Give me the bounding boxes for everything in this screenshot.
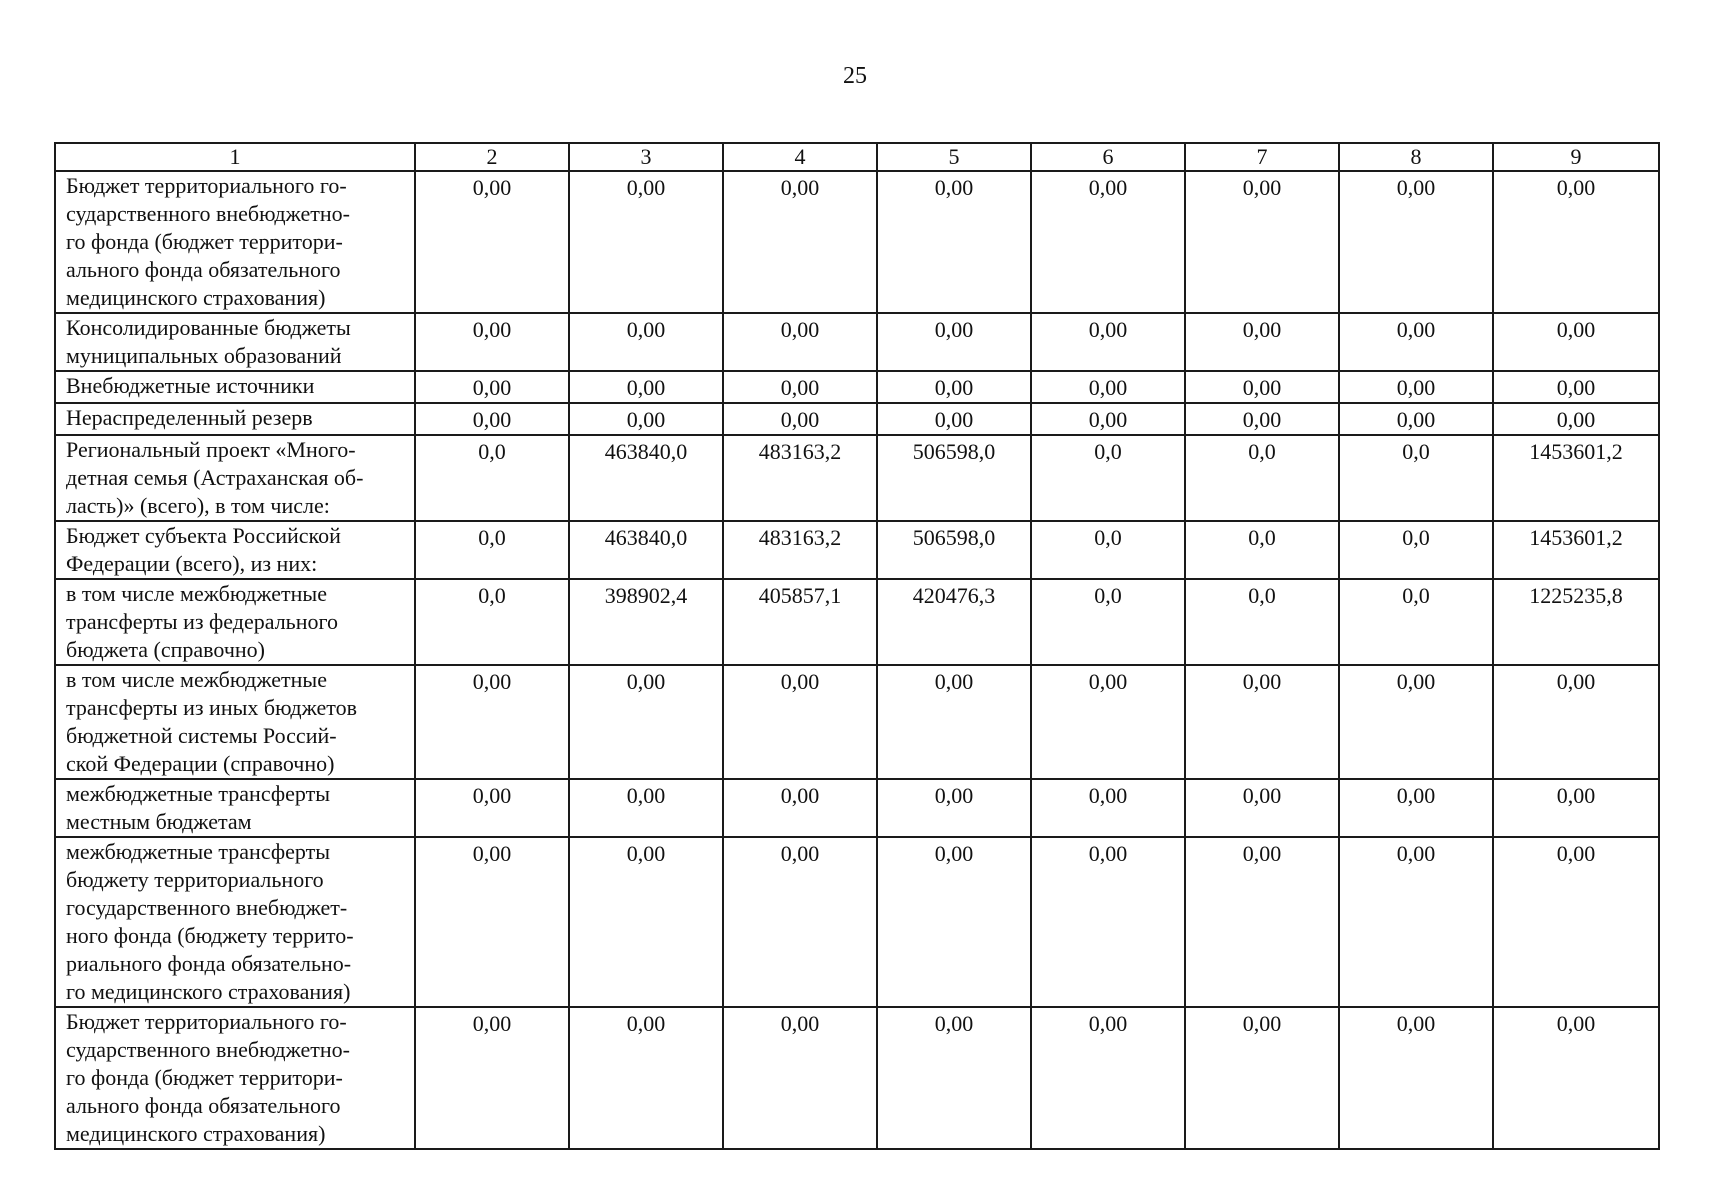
table-row	[55, 665, 1659, 779]
row-label: Бюджет территориального го- сударственного внебюджетно- го фонда (бюджет территори- ального фонда обязательного медицинского страхования)	[55, 1007, 415, 1149]
table-cell: 506598,0	[877, 435, 1031, 521]
table-cell: 1225235,8	[1493, 579, 1659, 665]
table-cell: 0,00	[415, 837, 569, 1007]
row-label: Региональный проект «Много- детная семья (Астраханская об- ласть)» (всего), в том числе:	[55, 435, 415, 521]
table-cell: 0,00	[1185, 171, 1339, 313]
table-cell: 1453601,2	[1493, 435, 1659, 521]
column-header: 2	[415, 143, 569, 171]
table-cell: 0,00	[1185, 403, 1339, 435]
table-cell: 0,00	[1185, 779, 1339, 837]
table-cell: 0,0	[415, 435, 569, 521]
table-cell: 0,00	[415, 171, 569, 313]
table-cell: 0,00	[1493, 779, 1659, 837]
row-label: Консолидированные бюджеты муниципальных образований	[55, 313, 415, 371]
table-cell: 0,00	[1185, 665, 1339, 779]
table-cell: 0,00	[877, 779, 1031, 837]
table-cell: 405857,1	[723, 579, 877, 665]
table-body	[55, 171, 1659, 1149]
row-label: межбюджетные трансферты местным бюджетам	[55, 779, 415, 837]
column-header: 3	[569, 143, 723, 171]
table-cell: 0,0	[1339, 579, 1493, 665]
table-cell: 0,00	[723, 313, 877, 371]
table-cell: 0,00	[1339, 171, 1493, 313]
table-cell: 0,00	[1185, 371, 1339, 403]
table-row	[55, 579, 1659, 665]
table-cell: 0,0	[1031, 579, 1185, 665]
table-cell: 0,00	[569, 837, 723, 1007]
table-cell: 0,0	[1031, 435, 1185, 521]
table-cell: 420476,3	[877, 579, 1031, 665]
table-cell: 463840,0	[569, 435, 723, 521]
table-cell: 0,00	[415, 665, 569, 779]
table-cell: 483163,2	[723, 521, 877, 579]
table-row	[55, 837, 1659, 1007]
table-cell: 0,0	[1185, 435, 1339, 521]
table-cell: 0,00	[723, 371, 877, 403]
table-cell: 0,00	[1031, 371, 1185, 403]
table-cell: 0,00	[1031, 665, 1185, 779]
table-cell: 0,00	[569, 371, 723, 403]
table-cell: 0,00	[1185, 313, 1339, 371]
column-header: 9	[1493, 143, 1659, 171]
table-cell: 0,0	[415, 521, 569, 579]
table-cell: 0,00	[1493, 313, 1659, 371]
table-cell: 0,00	[569, 171, 723, 313]
row-label: межбюджетные трансферты бюджету территориального государственного внебюджет- ного фонда (бюджету террито- риального фонда обязательно- го медицинского страхования)	[55, 837, 415, 1007]
table-row	[55, 371, 1659, 403]
table-cell: 0,00	[1493, 665, 1659, 779]
table-cell: 0,00	[877, 371, 1031, 403]
table-cell: 0,00	[569, 665, 723, 779]
table-cell: 0,0	[415, 579, 569, 665]
column-header: 4	[723, 143, 877, 171]
table-cell: 0,00	[415, 313, 569, 371]
table-cell: 0,00	[1031, 779, 1185, 837]
table-cell: 0,00	[1493, 1007, 1659, 1149]
table-cell: 0,00	[415, 371, 569, 403]
table-row	[55, 1007, 1659, 1149]
table-row	[55, 403, 1659, 435]
table-cell: 483163,2	[723, 435, 877, 521]
column-header: 8	[1339, 143, 1493, 171]
table-cell: 506598,0	[877, 521, 1031, 579]
table-cell: 0,00	[1031, 1007, 1185, 1149]
column-header: 7	[1185, 143, 1339, 171]
table-cell: 0,00	[723, 665, 877, 779]
table-cell: 0,0	[1185, 579, 1339, 665]
table-cell: 0,00	[1339, 779, 1493, 837]
row-label: Бюджет субъекта Российской Федерации (всего), из них:	[55, 521, 415, 579]
table-cell: 0,00	[723, 779, 877, 837]
table-cell: 0,00	[723, 171, 877, 313]
table-cell: 463840,0	[569, 521, 723, 579]
table-cell: 0,00	[1031, 171, 1185, 313]
table-cell: 0,00	[1339, 371, 1493, 403]
table-cell: 0,00	[1339, 1007, 1493, 1149]
table-cell: 1453601,2	[1493, 521, 1659, 579]
table-cell: 0,00	[1493, 837, 1659, 1007]
table-header-row	[55, 143, 1659, 171]
page-number: 25	[843, 63, 867, 89]
table-cell: 0,00	[1339, 665, 1493, 779]
row-label: в том числе межбюджетные трансферты из иных бюджетов бюджетной системы Россий- ской Федерации (справочно)	[55, 665, 415, 779]
table-cell: 0,0	[1339, 435, 1493, 521]
table-cell: 0,00	[723, 1007, 877, 1149]
table-cell: 0,00	[415, 1007, 569, 1149]
table-cell: 0,00	[1493, 371, 1659, 403]
table-cell: 0,00	[1185, 1007, 1339, 1149]
table-cell: 0,0	[1185, 521, 1339, 579]
table-cell: 0,00	[877, 313, 1031, 371]
table-cell: 0,00	[569, 403, 723, 435]
table-cell: 0,00	[1031, 313, 1185, 371]
table-cell: 0,00	[1493, 403, 1659, 435]
table-cell: 0,00	[877, 665, 1031, 779]
column-header: 1	[55, 143, 415, 171]
column-header: 5	[877, 143, 1031, 171]
table-cell: 0,0	[1031, 521, 1185, 579]
table-row	[55, 779, 1659, 837]
table-row	[55, 435, 1659, 521]
table-cell: 0,00	[877, 171, 1031, 313]
table-cell: 0,00	[1493, 171, 1659, 313]
table-cell: 0,00	[723, 403, 877, 435]
row-label: в том числе межбюджетные трансферты из федерального бюджета (справочно)	[55, 579, 415, 665]
table-cell: 0,00	[1185, 837, 1339, 1007]
table-row	[55, 313, 1659, 371]
table-cell: 0,00	[723, 837, 877, 1007]
table-row	[55, 171, 1659, 313]
budget-table	[54, 142, 1660, 1150]
row-label: Нераспределенный резерв	[55, 403, 415, 435]
table-cell: 0,00	[415, 403, 569, 435]
table-cell: 0,00	[569, 1007, 723, 1149]
table-cell: 0,00	[877, 403, 1031, 435]
table-cell: 0,00	[415, 779, 569, 837]
table-cell: 0,00	[1339, 837, 1493, 1007]
table-cell: 0,00	[569, 313, 723, 371]
table-cell: 0,00	[1031, 403, 1185, 435]
table-cell: 0,00	[877, 837, 1031, 1007]
table-cell: 0,0	[1339, 521, 1493, 579]
table-row	[55, 521, 1659, 579]
row-label: Бюджет территориального го- сударственного внебюджетно- го фонда (бюджет территори- ального фонда обязательного медицинского страхования)	[55, 171, 415, 313]
table-cell: 0,00	[1339, 403, 1493, 435]
table-cell: 0,00	[1031, 837, 1185, 1007]
table-cell: 0,00	[877, 1007, 1031, 1149]
table-cell: 0,00	[569, 779, 723, 837]
table-cell: 398902,4	[569, 579, 723, 665]
row-label: Внебюджетные источники	[55, 371, 415, 403]
column-header: 6	[1031, 143, 1185, 171]
table-cell: 0,00	[1339, 313, 1493, 371]
